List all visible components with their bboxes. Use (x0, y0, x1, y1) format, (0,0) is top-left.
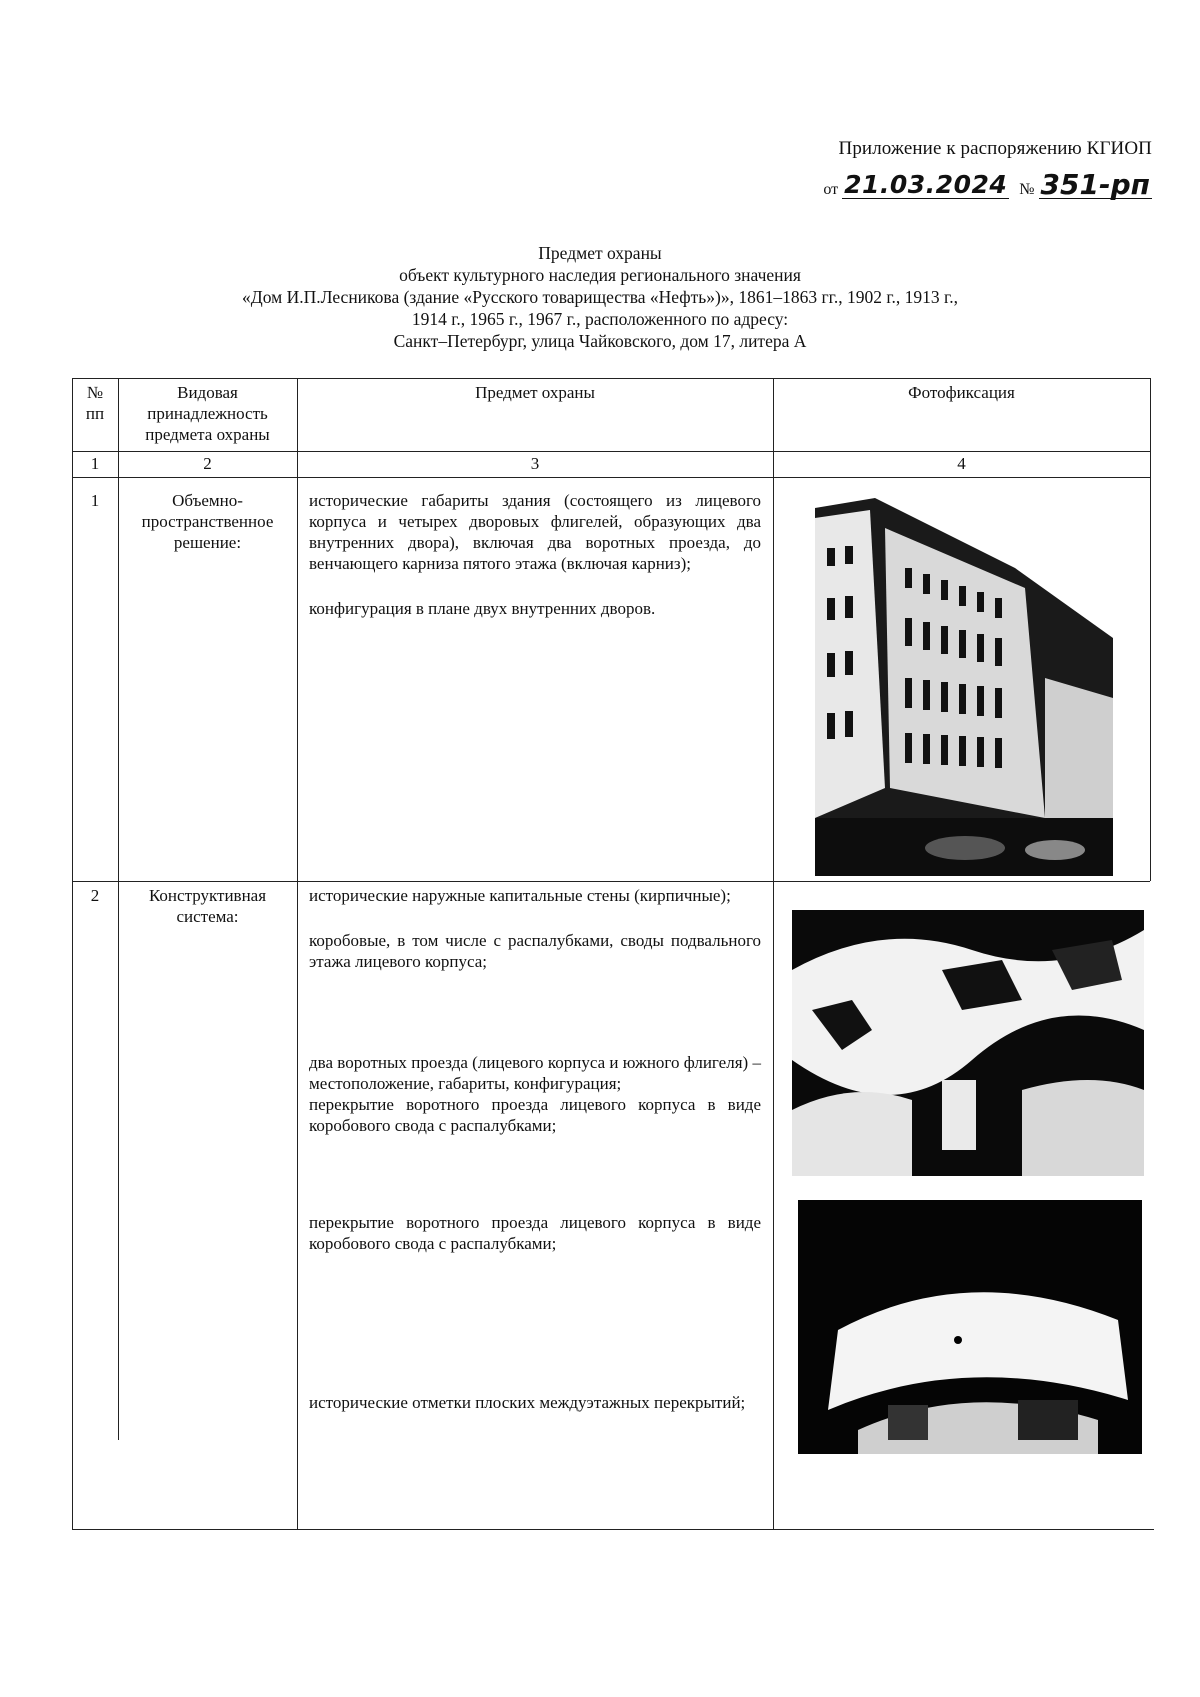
header-col-number (72, 382, 118, 424)
gateway-vault-photo (798, 1200, 1142, 1454)
header-category-line-3: предмета охраны (145, 425, 270, 444)
colnum-1: 1 (90, 454, 100, 473)
row1-subject (309, 490, 761, 619)
table-border-bottom (72, 1529, 1154, 1530)
row1-paragraph-1: исторические габариты здания (состоящего из лицевого корпуса и четырех дворовых флигелей, образующих два внутренних двора), включая два воротных проезда, до венчающего карниза пятого этажа (включая карниз); (309, 491, 761, 573)
table-divider-colnums (72, 477, 1150, 478)
order-line (823, 168, 1152, 201)
from-label: от (823, 181, 839, 198)
header-number-abbr: пп (85, 404, 105, 423)
header-category-line-1: Видовая (177, 383, 238, 402)
row2-category (118, 885, 297, 927)
row2-category-line-1: Конструктивная (148, 886, 267, 905)
title-line-1: Предмет охраны (538, 243, 662, 263)
row2-paragraph-3: два воротных проезда (лицевого корпуса и южного флигеля) – местоположение, габариты, конфигурация; (309, 1053, 761, 1093)
title-line-5: Санкт–Петербург, улица Чайковского, дом 17, литера А (393, 331, 807, 351)
order-number: 351-рп (1040, 168, 1150, 201)
colnum-3: 3 (530, 454, 540, 473)
title-line-3: «Дом И.П.Лесникова (здание «Русского товарищества «Нефть»)», 1861–1863 гг., 1902 г., 1913 г., (242, 287, 958, 307)
building-facade-photo (815, 488, 1113, 876)
row2-paragraph-5: перекрытие воротного проезда лицевого корпуса в виде коробового свода с распалубками; (309, 1213, 761, 1253)
row1-category-line-2: пространственное (141, 512, 274, 531)
number-label: № (1019, 181, 1035, 198)
colnum-2: 2 (203, 454, 212, 473)
row2-paragraph-1: исторические наружные капитальные стены (кирпичные); (309, 886, 731, 905)
table-border-right (1150, 378, 1151, 881)
row1-paragraph-2: конфигурация в плане двух внутренних дворов. (309, 599, 656, 618)
title-line-2: объект культурного наследия регионального значения (399, 265, 801, 285)
row1-category (118, 490, 297, 553)
header-col-subject: Предмет охраны (475, 383, 595, 402)
header-category-line-2: принадлежность (147, 404, 268, 423)
appendix-line: Приложение к распоряжению КГИОП (838, 138, 1152, 159)
title-line-4: 1914 г., 1965 г., 1967 г., расположенного по адресу: (411, 309, 789, 329)
row2-paragraph-6: исторические отметки плоских междуэтажных перекрытий; (309, 1393, 746, 1412)
header-col-photo: Фотофиксация (908, 383, 1015, 402)
row2-subject (309, 885, 761, 1413)
table-border-left (72, 378, 73, 1530)
order-date: 21.03.2024 (844, 170, 1008, 199)
table-border-top (72, 378, 1150, 379)
table-divider-row1 (72, 881, 1150, 882)
row1-number: 1 (90, 491, 100, 510)
table-divider-header (72, 451, 1150, 452)
table-col-divider-3 (773, 378, 774, 1530)
colnum-4: 4 (957, 454, 966, 473)
row2-paragraph-4: перекрытие воротного проезда лицевого корпуса в виде коробового свода с распалубками; (309, 1095, 761, 1135)
row2-number: 2 (90, 886, 100, 905)
basement-vault-photo (792, 910, 1144, 1176)
table-col-divider-2 (297, 378, 298, 1530)
document-title (0, 242, 1200, 352)
header-number-symbol: № (86, 383, 104, 402)
header-col-category (118, 382, 297, 445)
row1-category-line-1: Объемно- (172, 491, 243, 510)
row1-category-line-3: решение: (173, 533, 242, 552)
row2-paragraph-2: коробовые, в том числе с распалубками, своды подвального этажа лицевого корпуса; (309, 931, 761, 971)
row2-category-line-2: система: (176, 907, 239, 926)
